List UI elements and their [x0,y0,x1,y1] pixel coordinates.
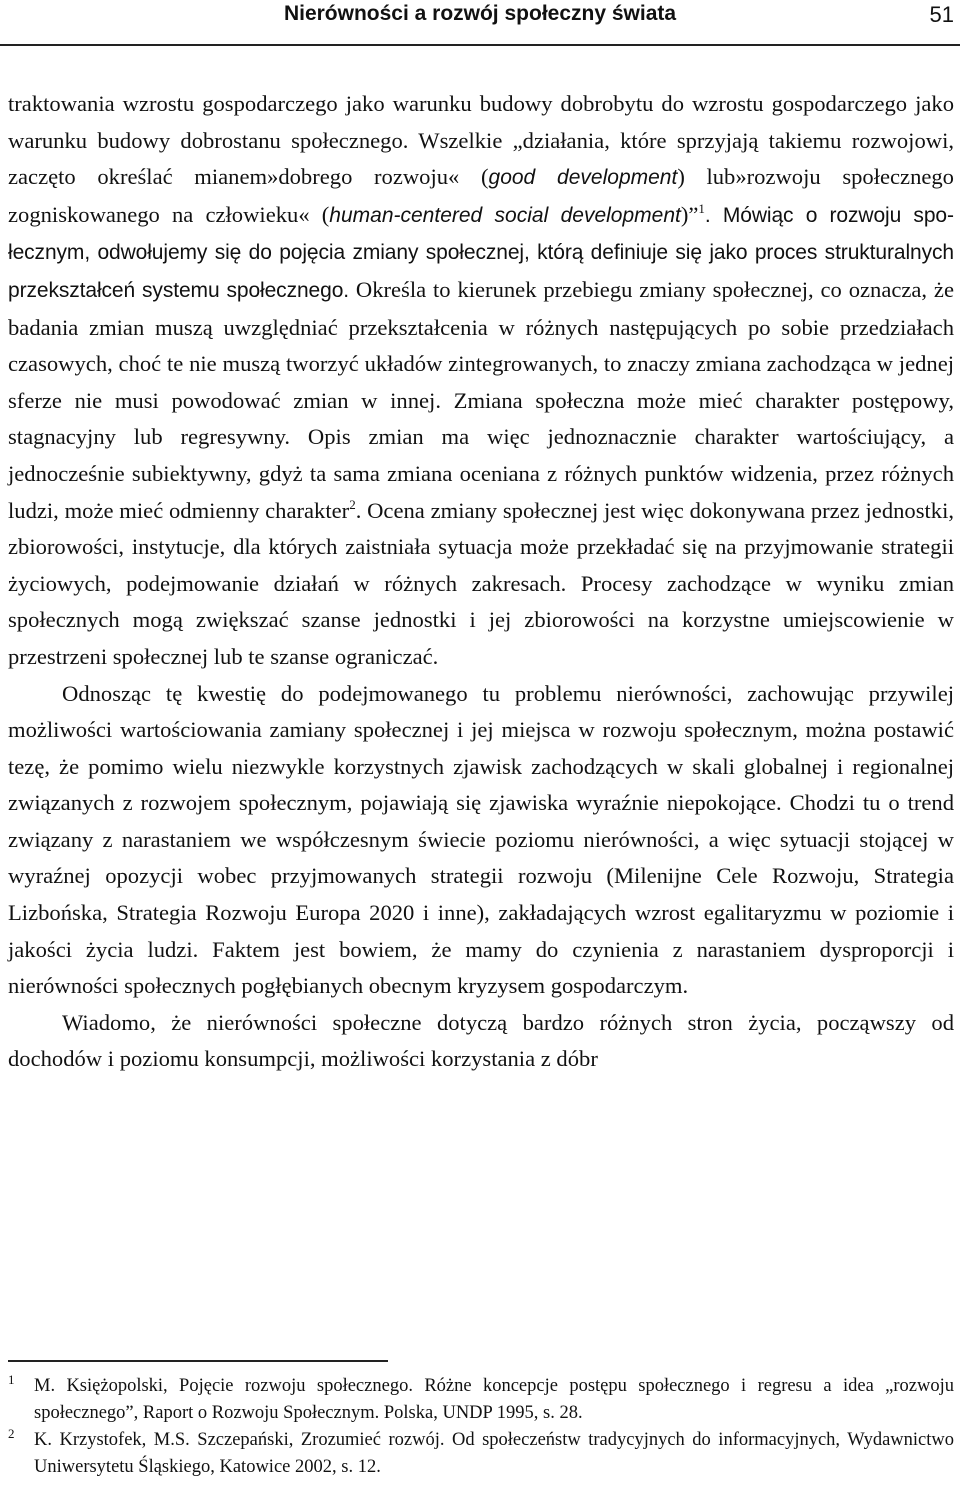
footnote-ref-2: 2 [349,496,356,512]
footnote-2 [8,1427,954,1481]
body-text [8,86,954,1078]
footnote-1-text: M. Księżopolski, Pojęcie rozwoju społecznego. Różne koncepcje postępu społecznego i regresu a idea „rozwoju społecznego”, Raport o Rozwoju Społecznym. Polska, UNDP 1995, s. 28. [34,1376,954,1423]
footnote-1-mark: 1 [8,1372,15,1387]
footnote-2-text: K. Krzystofek, M.S. Szczepański, Zrozumieć rozwój. Od społeczeństw tradycyjnych do informacyjnych, Wydawnictwo Uniwersytetu Śląskiego, Katowice 2002, s. 12. [34,1430,954,1477]
paragraph-1-text-end: . Ocena zmiany społecznej jest więc dokonywana przez jednostki, zbiorowości, instytucje, dla których zaistniała sytuacja może przekładać się na przyjmowanie strategii życiowych, podejmowanie działań w różnych zakresach. Procesy zachodzące w wyniku zmian społecznych mogą zwiększać szanse jednostki i jej zbiorowości na korzystne umiejscowienie w przestrzeni społecznej lub te szanse ograniczać. [8,497,954,669]
running-header [0,0,960,46]
footnote-1 [8,1373,954,1427]
footnote-separator [8,1360,388,1362]
header-title: Nierówności a rozwój społeczny świata [283,2,677,25]
term-human-centered: human-centered social development [329,203,681,227]
footnote-ref-1: 1 [698,200,705,216]
term-good-development: good development [488,166,678,190]
paragraph-2: Odnosząc tę kwestię do podejmowanego tu problemu nierówności, zachowując przywilej możliwości wartościowania zamiany społecznej i jej miejsca w rozwoju społecznym, można postawić tezę, że pomimo wielu niezwykle korzystnych zjawisk zachodzących w skali globalnej i regionalnej związanych z rozwojem społecznym, pojawiają się zjawiska wyraźnie niepokojące. Chodzi tu o trend związany z narastaniem we współczesnym świecie poziomu nierówności, a więc sytuacji stojącej w wyraźnej opozycji wobec przyjmowanych strategii rozwoju (Milenijne Cele Rozwoju, Strategia Lizbońska, Strategia Rozwoju Europa 2020 i inne), zakładających wzrost egalitaryzmu w poziomie i jakości życia ludzi. Faktem jest bowiem, że mamy do czynienia z narastaniem dysproporcji i nierówności społecznych pogłębianych obecnym kryzysem gospodarczym. [8,680,954,999]
sans-passage: . Mówiąc o rozwoju społecznym, odwołujemy się do pojęcia zmiany społecznej, którą definiuje się jako proces strukturalnych przekształceń systemu społecznego. [8,203,954,302]
paragraph-3: Wiadomo, że nierówności społeczne dotyczą bardzo różnych stron życia, począwszy od dochodów i poziomu konsumpcji, możliwości korzystania z dóbr [8,1009,954,1072]
paragraph-1-text: Określa to kierunek przebiegu zmiany społecznej, co oznacza, że badania zmian muszą uwzględniać przekształcenia w różnych następujących po sobie przedziałach czasowych, choć te nie muszą tworzyć układów zintegrowanych, to znaczy zmiana zachodząca w jednej sferze nie musi powodować zmian w innej. Zmiana społeczna może mieć charakter postępowy, stagnacyjny lub regresywny. Opis zmian ma więc jednoznacznie charakter wartościujący, a jednocześnie subiektywny, gdyż ta sama zmiana oceniana z różnych punktów widzenia, przez różnych ludzi, może mieć odmienny charakter [8,276,954,523]
footnotes [8,1373,954,1481]
paragraph-1 [8,86,954,676]
quote-text: traktowania wzrostu gospodarczego jako warunku budowy dobrobytu do wzrostu gospodarczego jako warunku budowy dobrostanu społecznego. Wszelkie „działania, które sprzyjają takiemu rozwojowi, zaczęto określać mianem»dobrego rozwoju« ( [8,91,954,190]
quote-text-continued: ) lub»rozwoju społecznego zogniskowanego na człowieku« ( [8,164,954,227]
footnote-2-mark: 2 [8,1426,15,1441]
page-number: 51 [929,2,954,27]
quote-close: )” [680,201,699,227]
